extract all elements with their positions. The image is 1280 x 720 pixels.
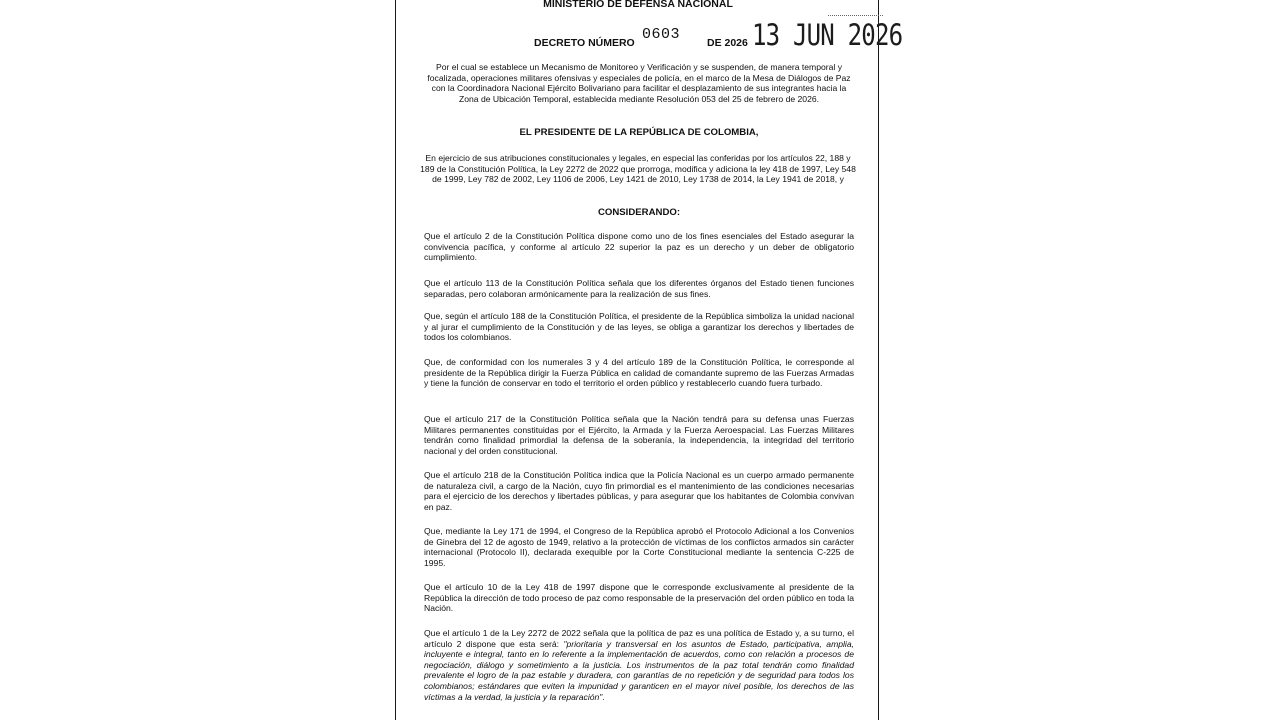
ministry-heading: MINISTERIO DE DEFENSA NACIONAL [543, 0, 733, 10]
decree-summary: Por el cual se establece un Mecanismo de Monitoreo y Verificación y se suspenden, de manera temporal y focalizada, operaciones militares ofensivas y especiales de policía, en el marco de la Mesa de Diálogos de Paz con la Coordinadora Nacional Ejército Bolivariano para facilitar el desplazamiento de sus integrantes hacia la Zona de Ubicación Temporal, establecida mediante Resolución 053 del 25 de febrero de 2026. [427, 62, 851, 104]
paragraph-2: Que el artículo 113 de la Constitución Política señala que los diferentes órganos del Estado tienen funciones separadas, pero colaboran armónicamente para la realización de sus fines. [424, 278, 854, 299]
paragraph-9-lead: Que el artículo 1 de la Ley 2272 de 2022 señala que la política de paz es una política de Estado y, a su turno, el artículo 2 dispone que esta será: [424, 628, 854, 649]
paragraph-1: Que el artículo 2 de la Constitución Política dispone como uno de los fines esenciales del Estado asegurar la convivencia pacífica, y conforme al artículo 22 superior la paz es un derecho y un deber de obligatorio cumplimiento. [424, 231, 854, 263]
paragraph-6: Que el artículo 218 de la Constitución Política indica que la Policía Nacional es un cuerpo armado permanente de naturaleza civil, a cargo de la Nación, cuyo fin primordial es el mantenimiento de las condiciones necesarias para el ejercicio de los derechos y libertades públicas, y para asegurar que los habitantes de Colombia convivan en paz. [424, 470, 854, 512]
date-stamp: 13 JUN 2026 [752, 18, 903, 52]
considerando-heading: CONSIDERANDO: [597, 207, 681, 218]
paragraph-9-tail: . [602, 691, 605, 702]
document-page [395, 0, 903, 720]
paragraph-5: Que el artículo 217 de la Constitución Política señala que la Nación tendrá para su defensa unas Fuerzas Militares permanentes constituidas por el Ejército, la Armada y la Fuerza Aeroespacial. Las Fuerzas Militares tendrán como finalidad primordial la defensa de la soberanía, la independencia, la integridad del territorio nacional y del orden constitucional. [424, 414, 854, 456]
decree-label: DECRETO NÚMERO [534, 37, 635, 49]
decree-year: DE 2026 [707, 37, 748, 49]
paragraph-3: Que, según el artículo 188 de la Constitución Política, el presidente de la República simboliza la unidad nacional y al jurar el cumplimiento de la Constitución y de las leyes, se obliga a garantizar los derechos y libertades de todos los colombianos. [424, 311, 854, 343]
paragraph-7: Que, mediante la Ley 171 de 1994, el Congreso de la República aprobó el Protocolo Adicional a los Convenios de Ginebra del 12 de agosto de 1949, relativo a la protección de víctimas de los conflictos armados sin carácter internacional (Protocolo II), declarada exequible por la Corte Constitucional mediante la sentencia C-225 de 1995. [424, 526, 854, 568]
paragraph-8: Que el artículo 10 de la Ley 418 de 1997 dispone que le corresponde exclusivamente al presidente de la República la dirección de todo proceso de paz como responsable de la preservación del orden público en toda la Nación. [424, 582, 854, 614]
paragraph-9 [424, 628, 854, 702]
paragraph-9-quote: "prioritaria y transversal en los asuntos de Estado, participativa, amplia, incluyente e integral, tanto en lo referente a la implementación de acuerdos, como con relación a procesos de negociación, diálogo y sometimiento a la justicia. Los instrumentos de la paz total tendrán como finalidad prevalente el logro de la paz estable y duradera, con garantías de no repetición y de seguridad para todos los colombianos; estándares que eviten la impunidad y garanticen en el mayor nivel posible, los derechos de las víctimas a la verdad, la justicia y la reparación" [424, 638, 854, 702]
decree-number: 0603 [642, 26, 681, 43]
paragraph-4: Que, de conformidad con los numerales 3 y 4 del artículo 189 de la Constitución Política, le corresponde al presidente de la República dirigir la Fuerza Pública en calidad de comandante supremo de las Fuerzas Armadas y tiene la función de conservar en todo el territorio el orden público y restablecerlo cuando fuera turbado. [424, 357, 854, 389]
president-heading: EL PRESIDENTE DE LA REPÚBLICA DE COLOMBIA, [519, 127, 759, 138]
intro-paragraph: En ejercicio de sus atribuciones constitucionales y legales, en especial las conferidas por los artículos 22, 188 y 189 de la Constitución Política, la Ley 2272 de 2022 que prorroga, modifica y adiciona la ley 418 de 1997, Ley 548 de 1999, Ley 782 de 2002, Ley 1106 de 2006, Ley 1421 de 2010, Ley 1738 de 2014, la Ley 1941 de 2018, y [420, 153, 856, 185]
